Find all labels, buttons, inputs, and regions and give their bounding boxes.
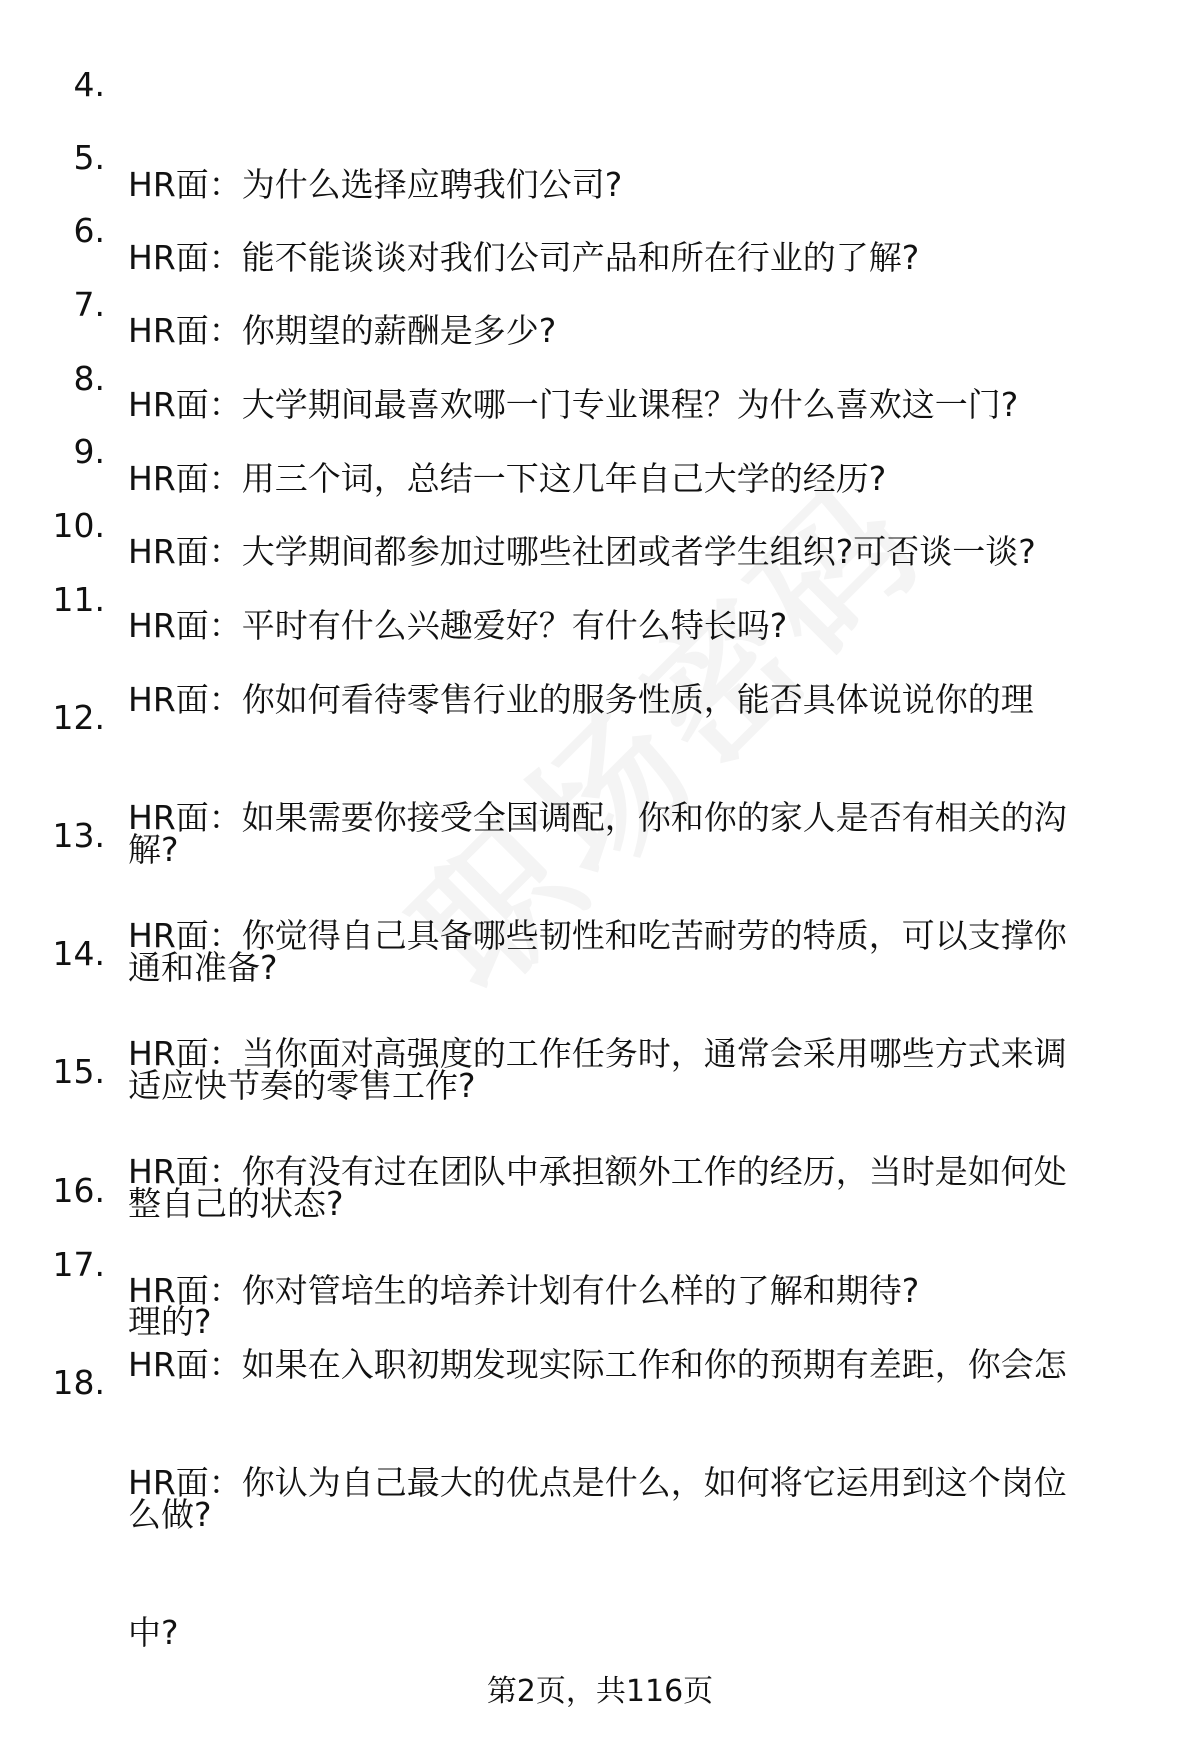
question-line: HR面：你期望的薪酬是多少? [128,311,557,350]
question-number: 13. [52,816,105,855]
question-line: HR面：你觉得自己具备哪些韧性和吃苦耐劳的特质，可以支撑你 [128,916,1067,955]
question-line: HR面：如果需要你接受全国调配，你和你的家人是否有相关的沟 [128,798,1067,837]
question-number: 8. [73,359,105,398]
question-line: 中? [128,1613,179,1652]
question-number: 12. [52,698,105,737]
question-number: 7. [73,285,105,324]
question-line: HR面：用三个词，总结一下这几年自己大学的经历? [128,459,887,498]
question-number: 14. [52,934,105,973]
question-number: 16. [52,1171,105,1210]
question-line: HR面：为什么选择应聘我们公司? [128,165,623,204]
question-line: HR面：大学期间都参加过哪些社团或者学生组织?可否谈一谈? [128,532,1036,571]
question-number: 11. [52,580,105,619]
question-number: 17. [52,1245,105,1284]
question-number: 15. [52,1052,105,1091]
page-footer: 第2页，共116页 [486,1674,714,1709]
question-number: 18. [52,1363,105,1402]
question-number: 4. [73,65,105,104]
question-line: HR面：当你面对高强度的工作任务时，通常会采用哪些方式来调 [128,1034,1067,1073]
question-number: 9. [73,432,105,471]
question-line: HR面：大学期间最喜欢哪一门专业课程？为什么喜欢这一门? [128,385,1019,424]
question-line: 么做? [128,1495,212,1534]
question-line: HR面：你有没有过在团队中承担额外工作的经历，当时是如何处 [128,1152,1067,1191]
question-line: 通和准备? [128,948,278,987]
question-line: 理的? [128,1302,212,1341]
question-line: HR面：你对管培生的培养计划有什么样的了解和期待? [128,1271,920,1310]
question-number: 10. [52,506,105,545]
question-number: 6. [73,211,105,250]
question-line: 适应快节奏的零售工作? [128,1066,476,1105]
question-line: 整自己的状态? [128,1184,344,1223]
question-line: HR面：平时有什么兴趣爱好？有什么特长吗? [128,606,788,645]
question-line: HR面：能不能谈谈对我们公司产品和所在行业的了解? [128,238,920,277]
question-line: HR面：你认为自己最大的优点是什么，如何将它运用到这个岗位 [128,1463,1067,1502]
question-line: HR面：你如何看待零售行业的服务性质，能否具体说说你的理 [128,680,1034,719]
question-line: HR面：如果在入职初期发现实际工作和你的预期有差距，你会怎 [128,1345,1067,1384]
question-number: 5. [73,138,105,177]
question-line: 解? [128,830,179,869]
